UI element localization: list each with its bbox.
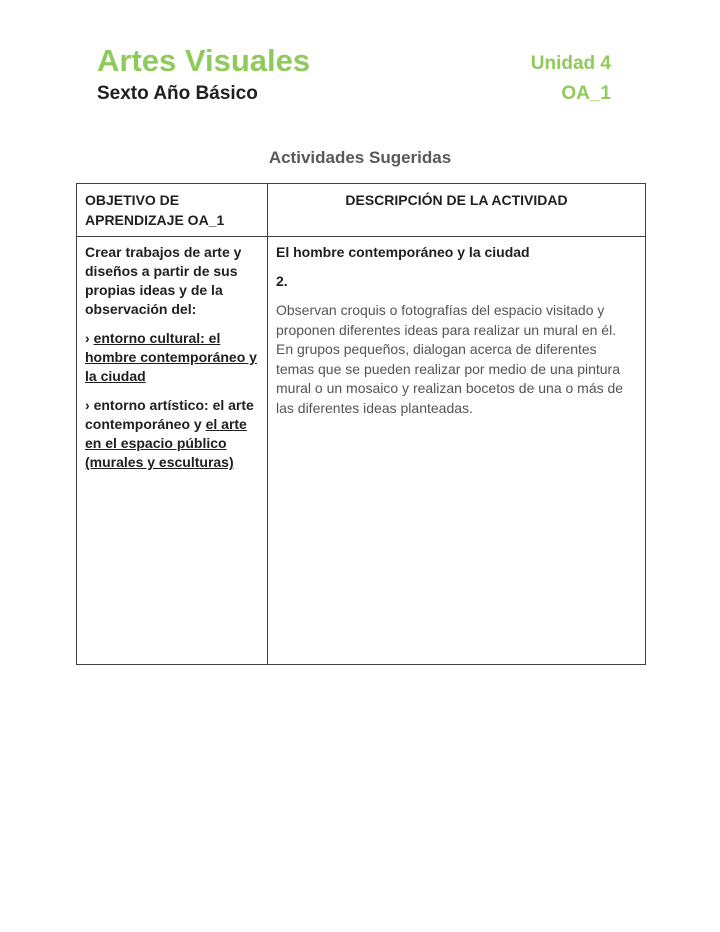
activities-table: [76, 183, 646, 665]
objective-cell: [77, 237, 268, 665]
objective-bullet: [85, 396, 259, 472]
bullet-underlined-text: entorno cultural: el hombre contemporáneo y la ciudad: [85, 330, 257, 384]
section-title: Actividades Sugeridas: [268, 148, 452, 167]
bullet-marker: ›: [85, 397, 90, 413]
bullet-marker: ›: [85, 330, 90, 346]
description-header-cell: DESCRIPCIÓN DE LA ACTIVIDAD: [268, 184, 646, 237]
unit-label: Unidad 4: [530, 53, 611, 74]
course-title: Artes Visuales: [97, 43, 311, 78]
bullet-underlined-text: el arte en el espacio público (murales y esculturas): [85, 416, 247, 470]
activity-number: 2.: [276, 273, 288, 289]
bullet-plain-text: entorno artístico: el arte contemporáneo y: [85, 397, 254, 432]
objective-header-cell: OBJETIVO DE APRENDIZAJE OA_1: [77, 184, 268, 237]
objective-bullet: [85, 329, 259, 386]
activity-cell: [268, 237, 646, 665]
course-subtitle: Sexto Año Básico: [97, 83, 258, 104]
activity-heading: El hombre contemporáneo y la ciudad: [276, 244, 530, 260]
objective-intro: Crear trabajos de arte y diseños a partir de sus propias ideas y de la observación del:: [85, 244, 242, 317]
activity-paragraph: Observan croquis o fotografías del espacio visitado y proponen diferentes ideas para realizar un mural en él. En grupos pequeños, dialogan acerca de diferentes temas que se pueden realizar por medio de una pintura mural o un mosaico y realizan bocetos de una o más de las diferentes ideas planteadas.: [276, 302, 624, 416]
document-header: [97, 44, 611, 105]
oa-code-label: OA_1: [561, 83, 611, 104]
course-title-block: [97, 44, 310, 105]
table-header-row: [77, 184, 646, 237]
header-meta: [531, 44, 611, 105]
table-body-row: [77, 237, 646, 665]
